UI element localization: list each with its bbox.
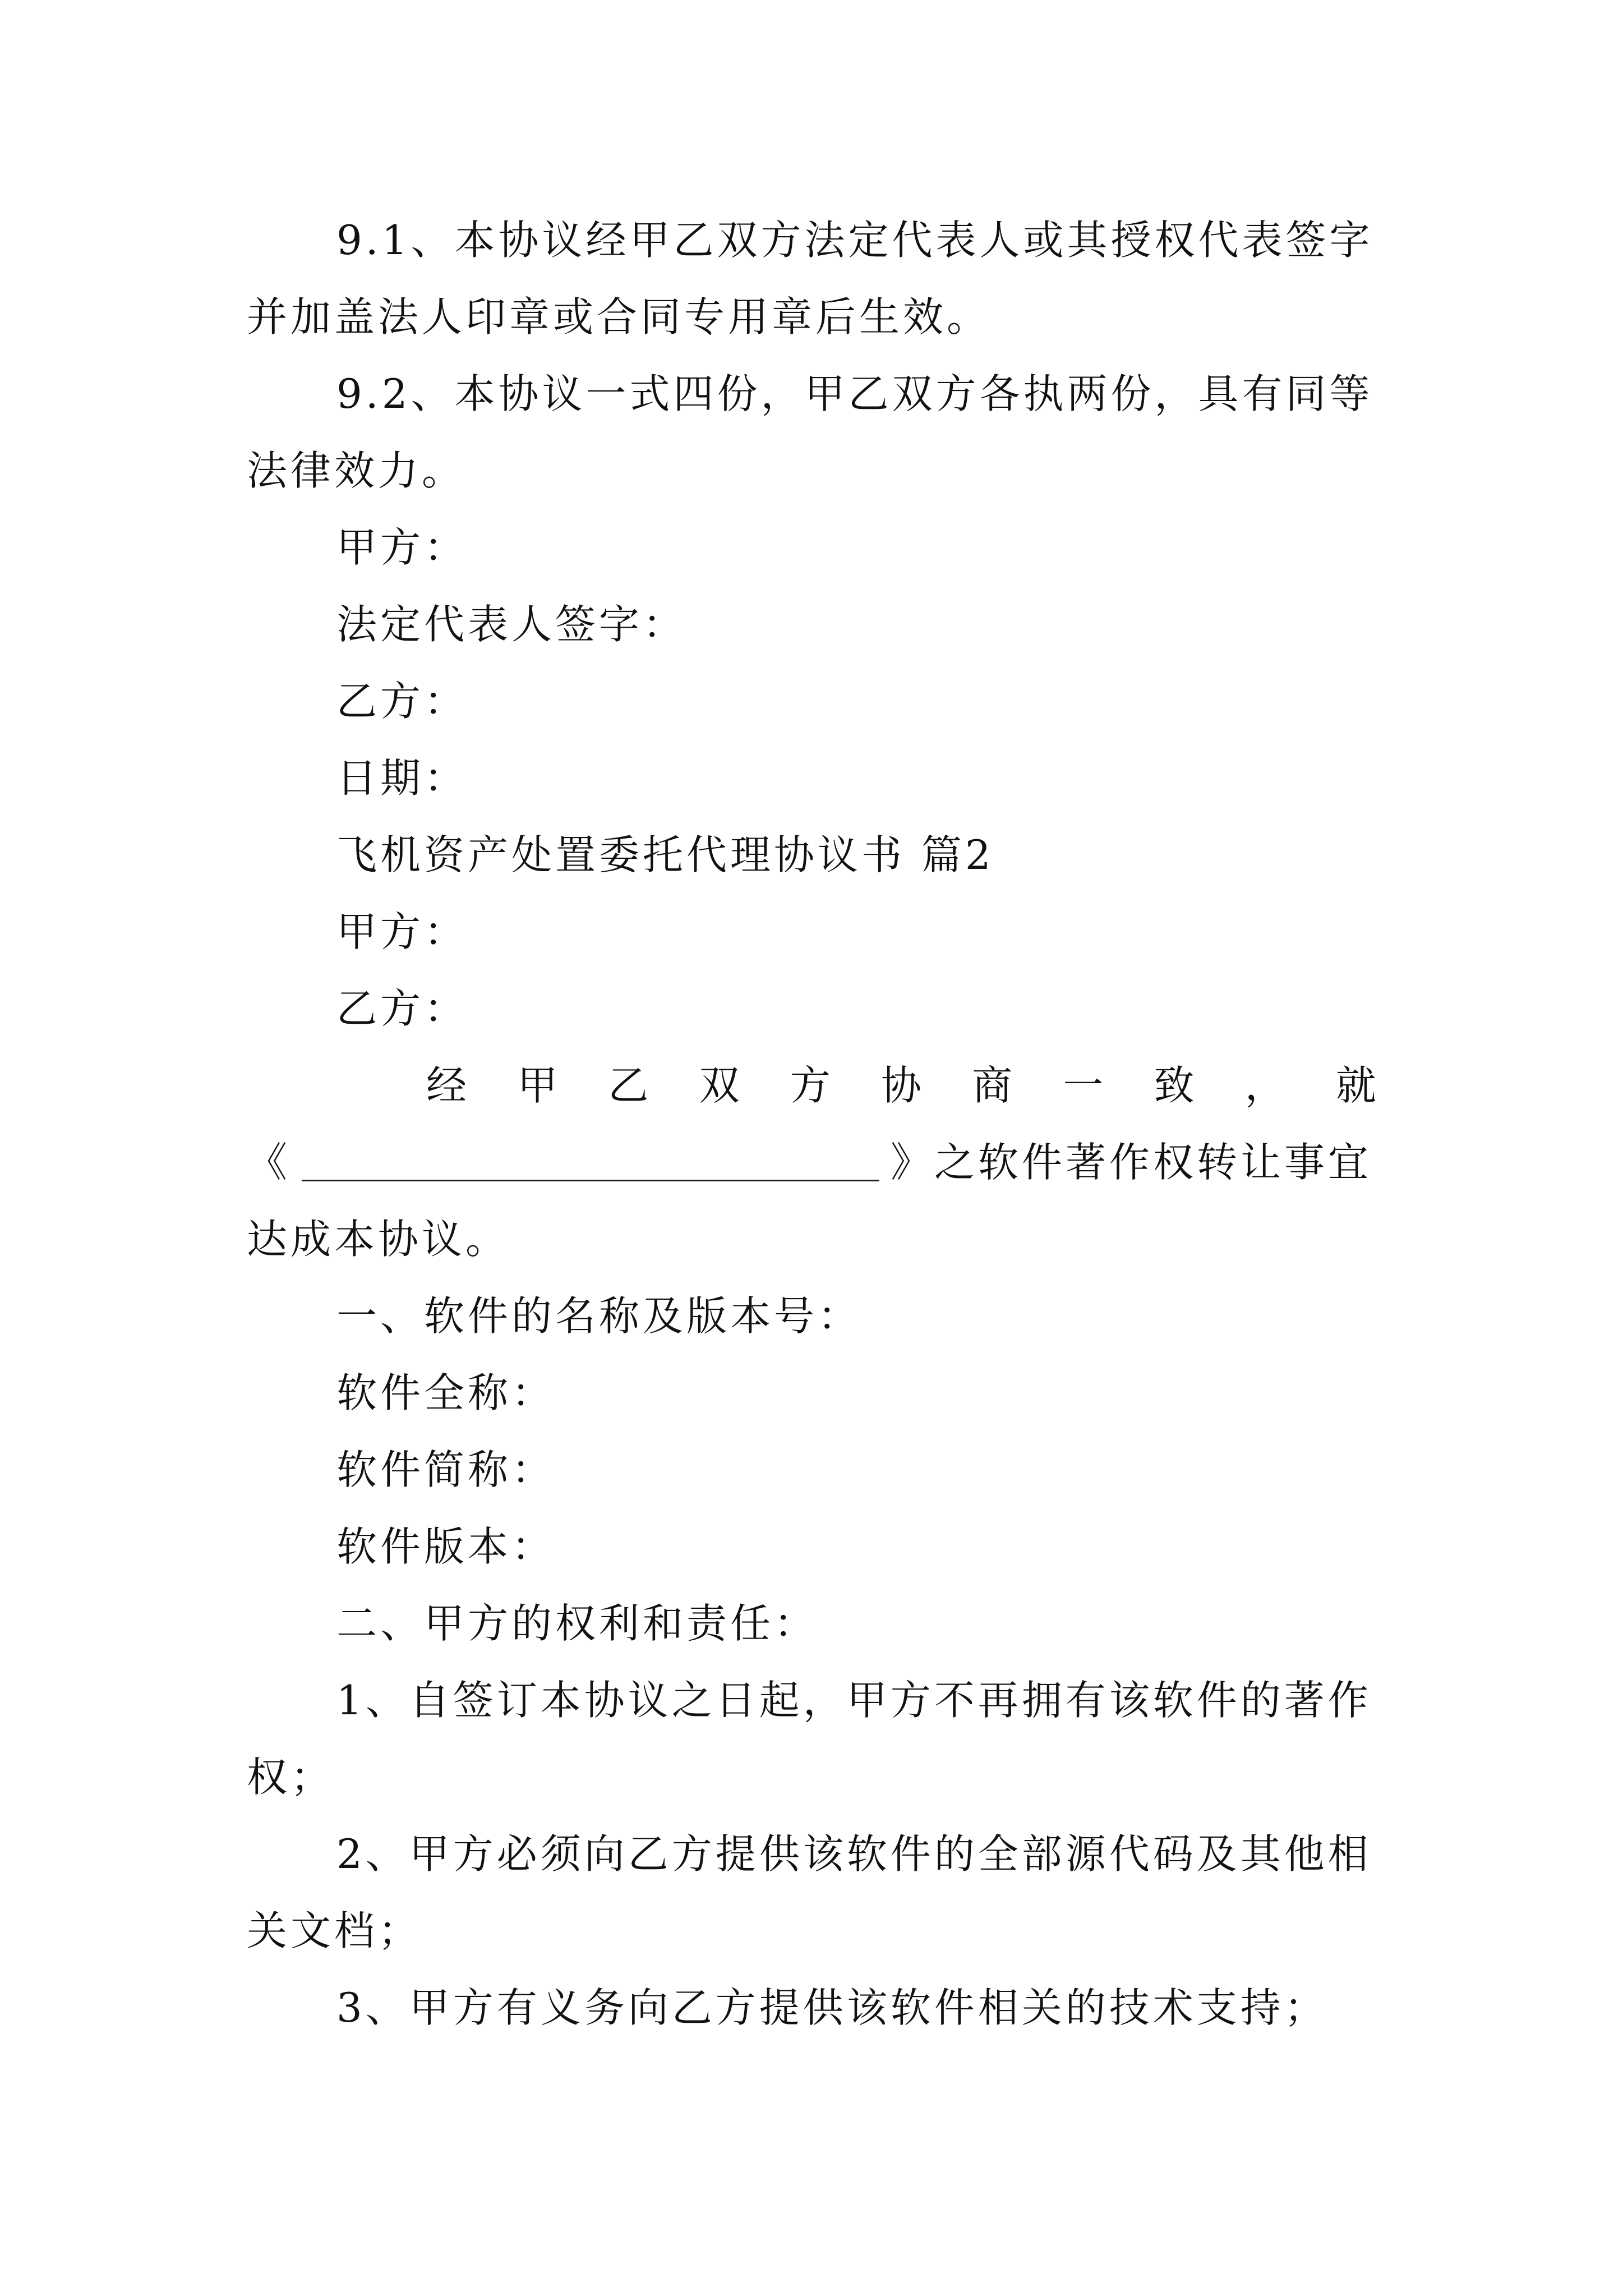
intro-char: 一 xyxy=(1063,1062,1107,1109)
open-title-bracket: 《 xyxy=(247,1139,291,1186)
software-title-blank[interactable] xyxy=(302,1135,879,1181)
document-body xyxy=(247,202,1380,2046)
intro-char: 商 xyxy=(972,1062,1016,1109)
clause-9-2-line-1: 9.2、本协议一式四份，甲乙双方各执两份，具有同等 xyxy=(336,370,1373,417)
item-2-line-2: 关文档； xyxy=(247,1907,422,1954)
item-2-line-1: 2、甲方必须向乙方提供该软件的全部源代码及其他相 xyxy=(336,1830,1372,1878)
intro-char: 协 xyxy=(880,1062,925,1109)
intro-char: 甲 xyxy=(517,1062,561,1109)
item-1-line-2: 权； xyxy=(247,1754,335,1801)
intro-char: 经 xyxy=(426,1062,471,1109)
clause-9-1-line-1: 9.1、本协议经甲乙双方法定代表人或其授权代表签字 xyxy=(336,217,1373,264)
clause-9-2-line-2: 法律效力。 xyxy=(247,447,466,494)
software-version-label: 软件版本： xyxy=(336,1523,556,1570)
clause-9-1-line-2: 并加盖法人印章或合同专用章后生效。 xyxy=(247,293,991,341)
intro-char: 乙 xyxy=(608,1062,652,1109)
section-1-title: 一、软件的名称及版本号： xyxy=(336,1292,862,1340)
party-b-label-2: 乙方： xyxy=(336,985,468,1032)
item-3-line: 3、甲方有义务向乙方提供该软件相关的技术支持； xyxy=(336,1984,1328,2031)
intro-char: 双 xyxy=(699,1062,743,1109)
section-2-title: 二、甲方的权利和责任： xyxy=(336,1600,818,1647)
intro-char: ， xyxy=(1244,1062,1289,1109)
software-title-blank-line xyxy=(247,1124,1380,1201)
intro-char: 方 xyxy=(790,1062,834,1109)
date-label: 日期： xyxy=(336,754,468,802)
party-a-label: 甲方： xyxy=(336,524,468,571)
intro-justified-line xyxy=(247,1047,1380,1124)
section-title-2: 飞机资产处置委托代理协议书 篇2 xyxy=(336,831,994,878)
intro-end-line: 达成本协议。 xyxy=(247,1216,510,1263)
software-short-name-label: 软件简称： xyxy=(336,1446,556,1493)
software-full-name-label: 软件全称： xyxy=(336,1369,556,1416)
intro-char: 致 xyxy=(1154,1062,1198,1109)
legal-representative-signature-label: 法定代表人签字： xyxy=(336,601,687,648)
transfer-matter-text: 》之软件著作权转让事宜 xyxy=(891,1139,1372,1186)
item-1-line-1: 1、自签订本协议之日起，甲方不再拥有该软件的著作 xyxy=(336,1677,1372,1724)
intro-char: 就 xyxy=(1335,1062,1380,1109)
party-b-label: 乙方： xyxy=(336,678,468,725)
party-a-label-2: 甲方： xyxy=(336,908,468,955)
